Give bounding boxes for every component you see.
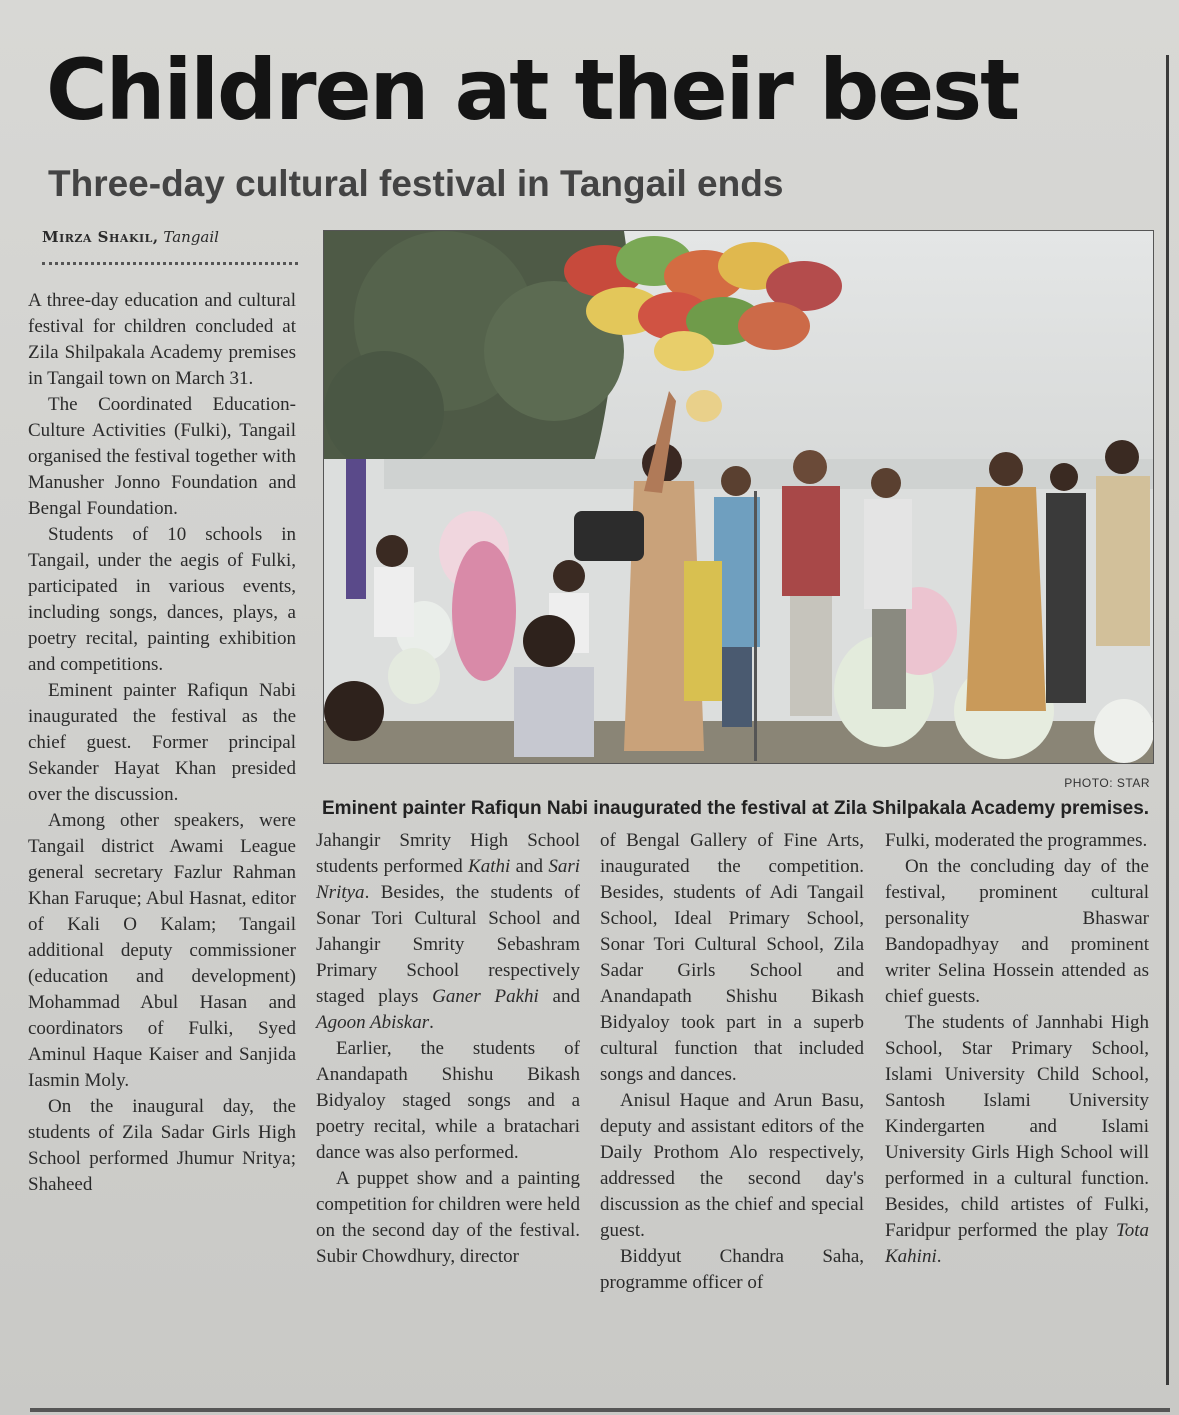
- article-paragraph: On the inaugural day, the students of Zila Sadar Girls High School performed Jhumur Nritya; Shaheed: [28, 1096, 296, 1195]
- article-paragraph: A three-day education and cultural festival for children concluded at Zila Shilpakala Academy premises in Tangail town on March 31.: [28, 290, 296, 389]
- byline-name: Mirza Shakil,: [42, 228, 159, 246]
- article-column-4: [885, 828, 1149, 1270]
- article-paragraph: [316, 828, 580, 1036]
- article-paragraph: Anisul Haque and Arun Basu, deputy and assistant editors of the Daily Prothom Alo respectively, addressed the second day's discussion as the chief and special guest.: [600, 1090, 864, 1241]
- article-paragraph: The Coordinated Education-Culture Activities (Fulki), Tangail organised the festival together with Manusher Jonno Foundation and Bengal Foundation.: [28, 394, 296, 519]
- subheadline: Three-day cultural festival in Tangail ends: [48, 163, 784, 204]
- play-title: Tota Kahini: [885, 1220, 1149, 1267]
- article-paragraph: of Bengal Gallery of Fine Arts, inaugurated the competition. Besides, students of Adi Tangail School, Ideal Primary School, Sonar Tori Cultural School, Zila Sadar Girls School and Anandapath Shishu Bikash Bidyaloy took part in a superb cultural function that included songs and dances.: [600, 830, 864, 1085]
- article-paragraph: [885, 1010, 1149, 1270]
- dance-title: Sari Nritya: [316, 856, 581, 903]
- byline-place: Tangail: [163, 228, 219, 246]
- column-rule: [1166, 55, 1169, 1385]
- article-paragraph: Among other speakers, were Tangail district Awami League general secretary Fazlur Rahman Khan Faruque; Abul Hasnat, editor of Kali O Kalam; Tangail additional deputy commissioner (education and development) Mohammad Abul Hasan and coordinators of Fulki, Syed Aminul Haque Kaiser and Sanjida Iasmin Moly.: [28, 810, 296, 1091]
- photo-caption: Eminent painter Rafiqun Nabi inaugurated the festival at Zila Shilpakala Academy premises.: [322, 798, 1150, 819]
- text-span: . Besides, the students of Sonar Tori Cultural School and Jahangir Smrity Sebashram Primary School respectively staged plays: [316, 882, 580, 1007]
- article-paragraph: Eminent painter Rafiqun Nabi inaugurated the festival as the chief guest. Former principal Sekander Hayat Khan presided over the discussion.: [28, 680, 296, 805]
- headline: Children at their best: [46, 41, 1019, 139]
- article-paragraph: A puppet show and a painting competition for children were held on the second day of the festival. Subir Chowdhury, director: [316, 1168, 580, 1267]
- article-paragraph: On the concluding day of the festival, prominent cultural personality Bhaswar Bandopadhyay and prominent writer Selina Hossein attended as chief guests.: [885, 856, 1149, 1007]
- article-column-1: [28, 288, 296, 1198]
- play-title: Agoon Abiskar: [316, 1012, 430, 1033]
- byline-divider: [42, 262, 298, 265]
- text-span: .: [936, 1246, 942, 1267]
- article-paragraph: Biddyut Chandra Saha, programme officer of: [600, 1246, 864, 1293]
- text-span: .: [429, 1012, 434, 1033]
- article-paragraph: Earlier, the students of Anandapath Shishu Bikash Bidyaloy staged songs and a poetry recital, while a bratachari dance was also performed.: [316, 1038, 580, 1163]
- text-span: Jahangir Smrity High School students performed: [316, 830, 580, 877]
- news-photo: [323, 230, 1154, 764]
- festival-photo-illustration: [324, 231, 1153, 763]
- text-span: and: [538, 986, 580, 1007]
- article-column-3: [600, 828, 864, 1296]
- article-paragraph: Students of 10 schools in Tangail, under the aegis of Fulki, participated in various events, including songs, dances, plays, a poetry recital, painting exhibition and competitions.: [28, 524, 296, 675]
- article-paragraph: Fulki, moderated the programmes.: [885, 830, 1148, 851]
- byline: [42, 226, 312, 248]
- play-title: Ganer Pakhi: [432, 986, 539, 1007]
- bottom-rule: [30, 1408, 1170, 1412]
- article-column-2: [316, 828, 580, 1270]
- dance-title: Kathi: [468, 856, 511, 877]
- text-span: The students of Jannhabi High School, Star Primary School, Islami University Child School, Santosh Islami University Kindergarten and Islami University Girls High School will performed in a cultural function. Besides, child artistes of Fulki, Faridpur performed the play: [885, 1012, 1149, 1241]
- text-span: and: [510, 856, 549, 877]
- photo-credit: PHOTO: STAR: [1064, 776, 1150, 790]
